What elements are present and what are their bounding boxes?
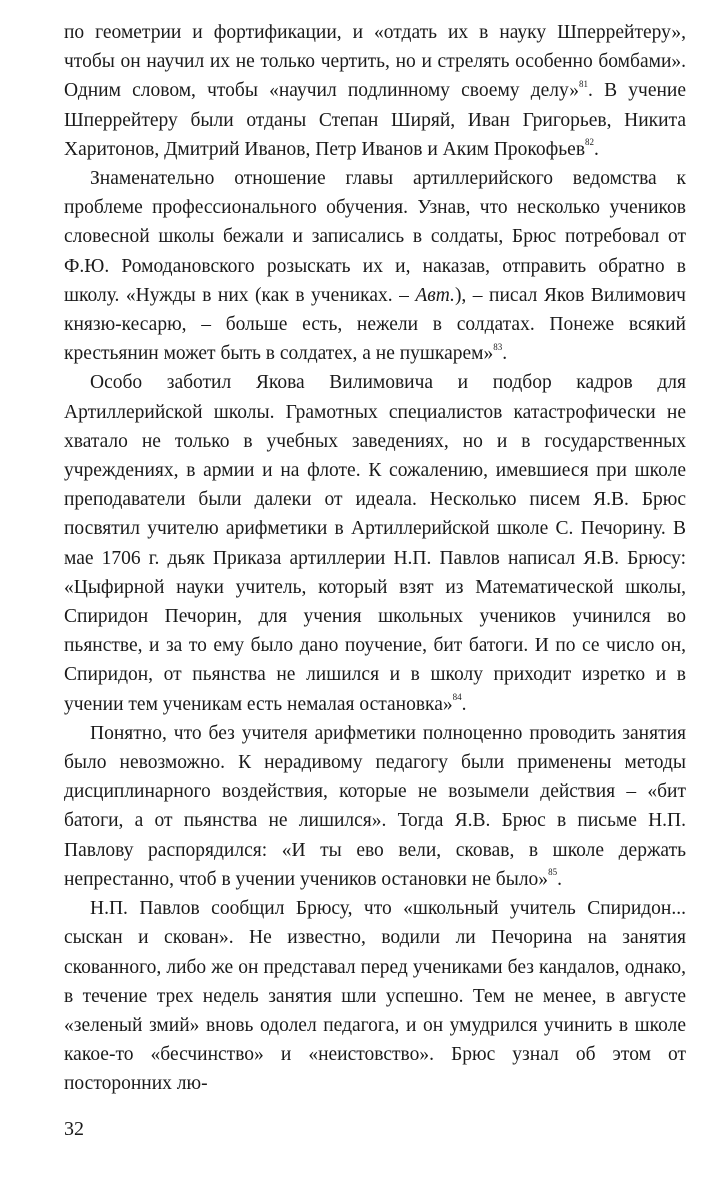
paragraph [64, 164, 686, 368]
paragraph-text: ), – писал Яков Вилимович князю-кесарю, – больше есть, нежели в солдатах. Понеже всякий крестьянин может быть в солдатех, а не пушкарем» [64, 284, 686, 365]
paragraph-text: Понятно, что без учителя арифметики полноценно проводить занятия было невозможно. К нерадивому педагогу были применены методы дисциплинарного воздействия, которые не возымели действия – «бит батоги, а от пьянства не лишился». Тогда Я.В. Брюс в письме Н.П. Павлову распорядился: «И ты ево вели, сковав, в школе держать непрестанно, чтоб в учении учеников остановки не было» [64, 722, 686, 890]
page-number: 32 [64, 1118, 84, 1140]
paragraph-text: . [557, 868, 562, 890]
paragraph-text: по геометрии и фортификации, и «отдать их в науку Шперрейтеру», чтобы он научил их не только чертить, но и стрелять особенно бомбами». Одним словом, чтобы «научил подлинному своему делу» [64, 22, 686, 102]
footnote-ref: 83 [493, 341, 503, 352]
paragraph [64, 368, 686, 718]
paragraph-text: Знаменательно отношение главы артиллерийского ведомства к проблеме профессионального обучения. Узнав, что несколько учеников словесной школы бежали и записались в солдаты, Брюс потребовал от Ф.Ю. Ромодановского розыскать их и, наказав, отправить обратно в школу. «Нужды в них (как в учениках. – [64, 168, 686, 306]
footnote-ref: 84 [452, 692, 462, 703]
footnote-ref: 82 [585, 137, 595, 148]
paragraph-text: . В учение Шперрейтеру были отданы Степан Ширяй, Иван Григорьев, Никита Харитонов, Дмитрий Иванов, Петр Иванов и Аким Прокофьев [64, 80, 686, 160]
paragraph-text: Особо заботил Якова Вилимовича и подбор кадров для Артиллерийской школы. Грамотных специалистов катастрофически не хватало не только в учебных заведениях, но и в государственных учреждениях, в армии и на флоте. К сожалению, имевшиеся при школе преподаватели были далеки от идеала. Несколько писем Я.В. Брюс посвятил учителю арифметики в Артиллерийской школе С. Печорину. В мае 1706 г. дьяк Приказа артиллерии Н.П. Павлов написал Я.В. Брюсу: «Цыфирной науки учитель, который взят из Математической школы, Спиридон Печорин, для учения школьных учеников учинился во пьянстве, и за то ему было дано поучение, бит батоги. И по се число он, Спиридон, от пьянства не лишился и в школу приходит изретко и в учении тем ученикам есть немалая остановка» [64, 372, 686, 715]
paragraph [64, 894, 686, 1098]
italic-text: Авт. [415, 284, 455, 306]
page-body [64, 18, 686, 1099]
paragraph-text: . [461, 693, 467, 715]
paragraph-text: . [594, 138, 599, 160]
footnote-ref: 81 [579, 78, 589, 89]
footnote-ref: 85 [548, 867, 558, 878]
paragraph-text: . [502, 343, 508, 365]
paragraph [64, 18, 686, 164]
paragraph-text: Н.П. Павлов сообщил Брюсу, что «школьный учитель Спиридон... сыскан и скован». Не известно, водили ли Печорина на занятия скованного, либо же он представал перед учениками без кандалов, однако, в течение трех недель занятия шли успешно. Тем не менее, в августе «зеленый змий» вновь одолел педагога, и он умудрился учинить в школе какое-то «бесчинство» и «неистовство». Брюс узнал об этом от посторонних лю- [64, 898, 686, 1095]
paragraph [64, 719, 686, 894]
